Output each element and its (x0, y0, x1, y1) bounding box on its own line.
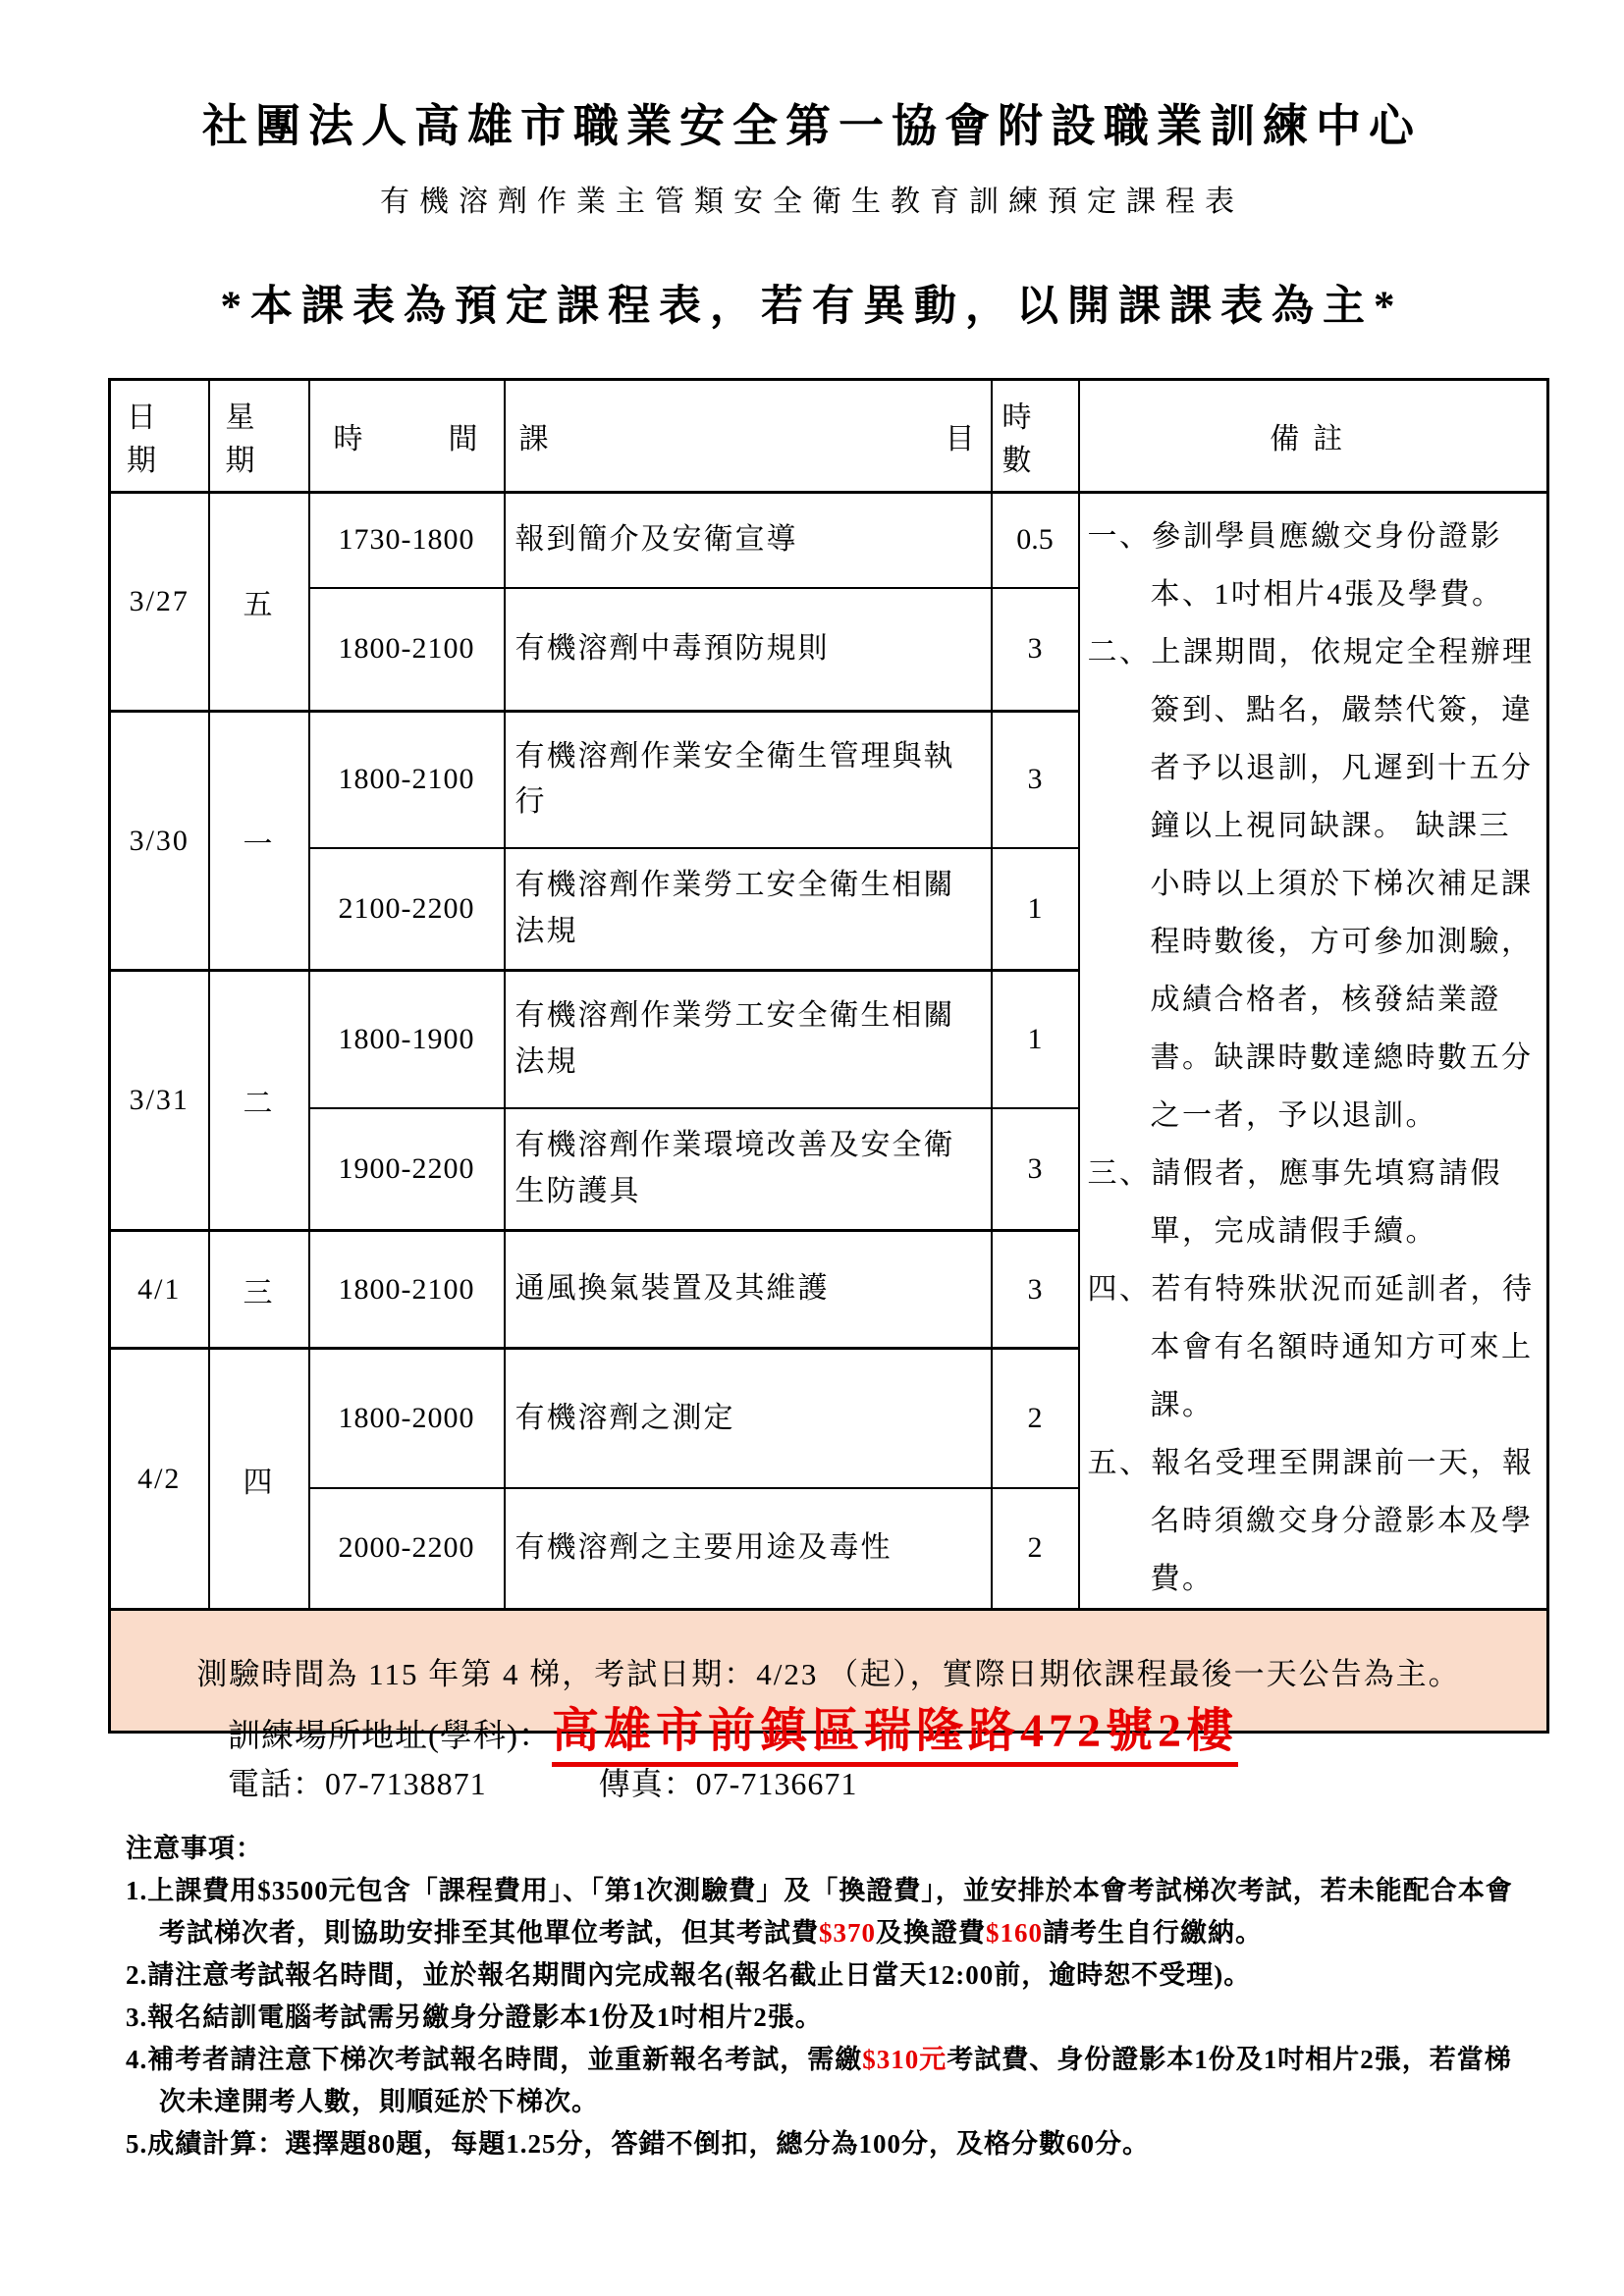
remarks-cell (1079, 493, 1548, 1610)
cell-date: 3/27 (110, 493, 209, 712)
cell-hours: 3 (992, 1231, 1079, 1349)
remark-item: 二、上課期間，依規定全程辦理簽到、點名，嚴禁代簽，違者予以退訓，凡遲到十五分鐘以上視同缺課。 缺課三小時以上須於下梯次補足課程時數後，方可參加測驗，成績合格者，核發結業證書。缺課時數達總時數五分之一者，予以退訓。 (1087, 636, 1535, 1132)
cell-date: 3/30 (110, 712, 209, 971)
header-hours: 時 數 (992, 380, 1079, 493)
cell-hours: 0.5 (992, 493, 1079, 588)
cell-time: 1800-2000 (309, 1349, 505, 1488)
training-address-row (228, 1692, 1238, 1767)
cell-weekday: 三 (209, 1231, 309, 1349)
remark-item: 三、請假者，應事先填寫請假單，完成請假手續。 (1087, 1157, 1502, 1248)
page-subtitle: 有機溶劑作業主管類安全衛生教育訓練預定課程表 (380, 186, 1244, 218)
cell-hours: 1 (992, 971, 1079, 1108)
cell-subject: 有機溶劑作業環境改善及安全衛生防護具 (505, 1108, 992, 1231)
cell-time: 1800-2100 (309, 1231, 505, 1349)
note-item: 1.上課費用$3500元包含「課程費用」、「第1次測驗費」及「換證費」，並安排於本會考試梯次考試，若未能配合本會考試梯次者，則協助安排至其他單位考試，但其考試費$370及換證費$160請考生自行繳納。 (126, 1876, 1513, 1948)
table-header-row (110, 380, 1548, 493)
header-remarks: 備註 (1079, 380, 1548, 493)
cell-weekday: 四 (209, 1349, 309, 1610)
cell-time: 2000-2200 (309, 1488, 505, 1610)
notes-section (126, 1828, 1530, 2165)
header-subject: 課 目 (505, 380, 992, 493)
cell-time: 1800-1900 (309, 971, 505, 1108)
remark-item: 一、參訓學員應繳交身份證影本、1吋相片4張及學費。 (1087, 520, 1504, 611)
cell-weekday: 二 (209, 971, 309, 1231)
fax-value: 傳真：07-7136671 (598, 1766, 858, 1801)
header-time: 時 間 (309, 380, 505, 493)
table-row (110, 493, 1548, 588)
cell-hours: 2 (992, 1349, 1079, 1488)
cell-subject: 有機溶劑之測定 (505, 1349, 992, 1488)
cell-hours: 3 (992, 712, 1079, 848)
address-label: 訓練場所地址(學科)： (228, 1719, 552, 1754)
cell-subject: 有機溶劑中毒預防規則 (505, 588, 992, 712)
cell-subject: 通風換氣裝置及其維護 (505, 1231, 992, 1349)
cell-hours: 3 (992, 1108, 1079, 1231)
remark-item: 四、若有特殊狀況而延訓者，待本會有名額時通知方可來上課。 (1087, 1273, 1535, 1421)
cell-hours: 2 (992, 1488, 1079, 1610)
cell-subject: 有機溶劑作業勞工安全衛生相關法規 (505, 971, 992, 1108)
cell-time: 1800-2100 (309, 588, 505, 712)
header-date: 日 期 (110, 380, 209, 493)
notes-heading: 注意事項： (126, 1834, 263, 1863)
cell-date: 3/31 (110, 971, 209, 1231)
note-item: 2.請注意考試報名時間，並於報名期間內完成報名(報名截止日當天12:00前，逾時恕不受理)。 (126, 1960, 1252, 1990)
page-title: 社團法人高雄市職業安全第一協會附設職業訓練中心 (202, 101, 1422, 151)
cell-hours: 1 (992, 848, 1079, 971)
header-weekday: 星 期 (209, 380, 309, 493)
cell-date: 4/2 (110, 1349, 209, 1610)
schedule-table (108, 378, 1549, 1734)
phone-value: 電話：07-7138871 (228, 1766, 487, 1801)
cell-subject: 報到簡介及安衛宣導 (505, 493, 992, 588)
cell-time: 1730-1800 (309, 493, 505, 588)
note-item: 5.成績計算：選擇題80題，每題1.25分，答錯不倒扣，總分為100分，及格分數60分。 (126, 2129, 1150, 2159)
cell-subject: 有機溶劑作業勞工安全衛生相關法規 (505, 848, 992, 971)
schedule-change-notice: *本課表為預定課程表，若有異動，以開課課表為主* (220, 284, 1404, 330)
note-item: 3.報名結訓電腦考試需另繳身分證影本1份及1吋相片2張。 (126, 2002, 823, 2032)
cell-subject: 有機溶劑作業安全衛生管理與執行 (505, 712, 992, 848)
cell-time: 1900-2200 (309, 1108, 505, 1231)
cell-date: 4/1 (110, 1231, 209, 1349)
cell-weekday: 五 (209, 493, 309, 712)
exam-notice: 測驗時間為 115 年第 4 梯，考試日期：4/23 （起），實際日期依課程最後一天公告為主。 (110, 1610, 1548, 1733)
cell-hours: 3 (992, 588, 1079, 712)
cell-time: 2100-2200 (309, 848, 505, 971)
address-value: 高雄市前鎮區瑞隆路472號2樓 (552, 1692, 1238, 1767)
contact-row (228, 1759, 857, 1804)
cell-subject: 有機溶劑之主要用途及毒性 (505, 1488, 992, 1610)
cell-time: 1800-2100 (309, 712, 505, 848)
remark-item: 五、報名受理至開課前一天，報名時須繳交身分證影本及學費。 (1087, 1447, 1535, 1595)
note-item: 4.補考者請注意下梯次考試報名時間，並重新報名考試，需繳$310元考試費、身份證影本1份及1吋相片2張，若當梯次未達開考人數，則順延於下梯次。 (126, 2045, 1512, 2116)
cell-weekday: 一 (209, 712, 309, 971)
